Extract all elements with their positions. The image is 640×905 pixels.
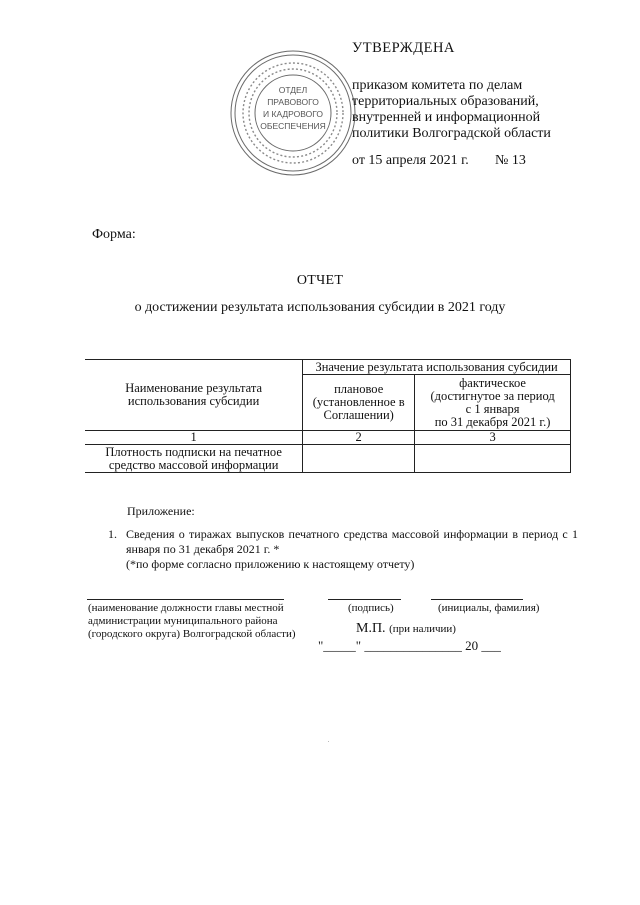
position-caption: (наименование должности главы местной администрации муниципального района (городского округа) Волгоградской области) (88, 602, 296, 640)
row-result-name: Плотность подписки на печатное средство массовой информации (85, 445, 303, 473)
row-actual-value (415, 445, 571, 473)
seal-line-3: И КАДРОВОГО (263, 109, 323, 119)
appendix-item-number: 1. (108, 527, 117, 541)
scan-speck (328, 741, 329, 742)
header-planned: плановое (установленное в Соглашении) (303, 375, 415, 431)
seal-place-note: (при наличии) (389, 623, 456, 635)
column-number-2: 2 (303, 431, 415, 445)
name-line (431, 599, 523, 600)
seal-line-4: ОБЕСПЕЧЕНИЯ (260, 121, 326, 131)
seal-line-2: ПРАВОВОГО (267, 97, 319, 107)
appendix-item-text: Сведения о тиражах выпусков печатного средства массовой информации в период с 1 января по 31 декабря 2021 г. * (126, 527, 578, 556)
date-placeholder: "_____" _______________ 20 ___ (318, 638, 501, 653)
header-actual: фактическое (достигнутое за период с 1 января по 31 декабря 2021 г.) (415, 375, 571, 431)
report-subtitle: о достижении результата использования субсидии в 2021 году (134, 300, 506, 315)
appendix-item-note: (*по форме согласно приложению к настоящему отчету) (126, 557, 415, 571)
header-result-name: Наименование результата использования субсидии (85, 360, 303, 431)
sign-line (328, 599, 401, 600)
column-number-3: 3 (415, 431, 571, 445)
signature-caption: (подпись) (348, 602, 394, 614)
position-signature-line (87, 599, 284, 600)
approval-line: политики Волгоградской области (352, 126, 551, 141)
approval-title: УТВЕРЖДЕНА (352, 40, 455, 56)
approval-line: приказом комитета по делам (352, 78, 523, 93)
row-planned-value (303, 445, 415, 473)
approval-number: № 13 (495, 153, 526, 168)
approval-date: от 15 апреля 2021 г. (352, 153, 469, 168)
report-table (85, 359, 571, 473)
report-title: ОТЧЕТ (296, 273, 344, 288)
approval-line: территориальных образований, (352, 94, 539, 109)
header-value-group: Значение результата использования субсидии (303, 360, 571, 375)
approval-line: внутренней и информационной (352, 110, 541, 125)
form-label: Форма: (92, 227, 136, 242)
approval-order-text (352, 78, 592, 142)
column-number-1: 1 (85, 431, 303, 445)
appendix-label: Приложение: (127, 504, 195, 518)
official-seal-stamp (228, 48, 358, 178)
seal-line-1: ОТДЕЛ (278, 85, 308, 95)
name-caption: (инициалы, фамилия) (438, 602, 540, 614)
seal-place-label: М.П. (при наличии) (356, 621, 456, 636)
